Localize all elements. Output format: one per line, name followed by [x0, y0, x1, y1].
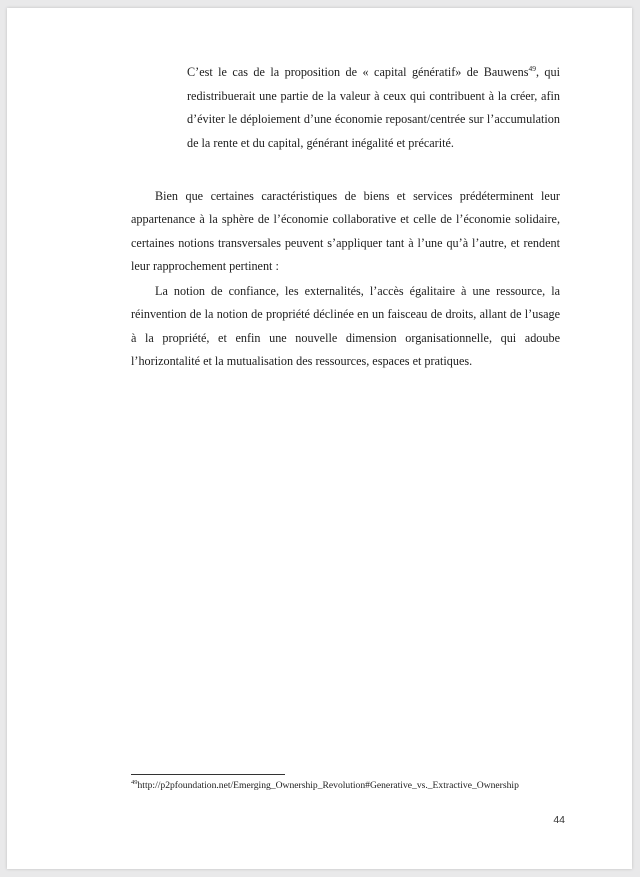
document-page	[7, 8, 632, 869]
body-paragraph-2: La notion de confiance, les externalités, l’accès égalitaire à une ressource, la réinvention de la notion de propriété déclinée en un faisceau de droits, allant de l’usage à la propriété, et enfin une nouvelle dimension organisationnelle, qui adoube l’horizontalité et la mutualisation des ressources, espaces et pratiques.	[131, 284, 560, 368]
body-paragraph-1: Bien que certaines caractéristiques de biens et services prédéterminent leur appartenance à la sphère de l’économie collaborative et celle de l’économie solidaire, certaines notions transversales peuvent s’appliquer tant à l’une qu’à l’autre, et rendent leur rapprochement pertinent :	[131, 189, 560, 273]
quote-text-end: , qui redistribuerait une partie de la valeur à ceux qui contribuent à la créer, afin d’éviter le déploiement d’une économie reposant/centrée sur l’accumulation de la rente et du capital, générant inégalité et précarité.	[187, 65, 561, 150]
footnote-reference[interactable]: 49	[528, 63, 536, 73]
footnote-link[interactable]: http://p2pfoundation.net/Emerging_Ownership_Revolution#Generative_vs._Extractive_Ownership	[137, 780, 519, 791]
quote-paragraph	[187, 61, 560, 155]
footnote-number: 49	[131, 778, 138, 786]
footnote	[131, 778, 571, 794]
footnote-separator	[131, 774, 285, 775]
quote-text-start: C’est le cas de la proposition de « capital génératif» de Bauwens	[187, 65, 529, 79]
page-number: 44	[553, 814, 565, 826]
